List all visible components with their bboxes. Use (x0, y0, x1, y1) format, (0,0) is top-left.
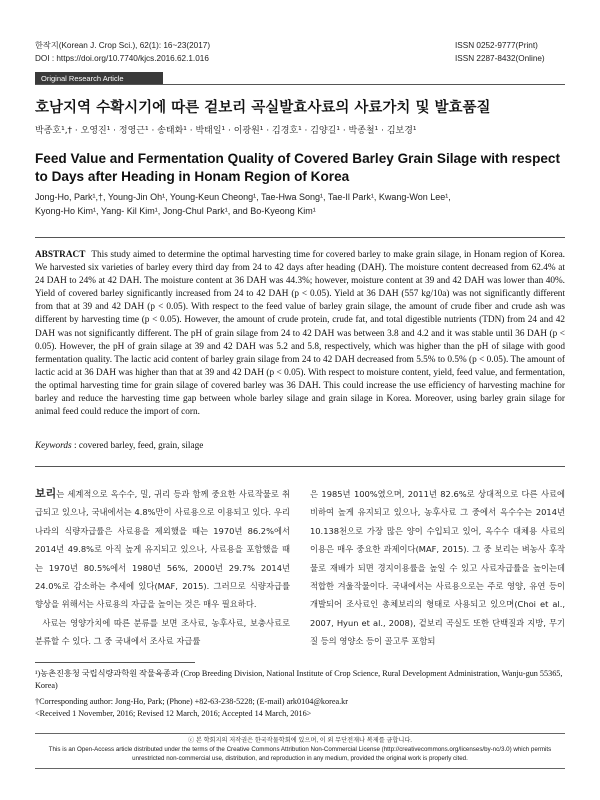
body-left-paragraph-2: 사료는 영양가치에 따른 분류를 보면 조사료, 농후사료, 보충사료로 분류할 수 있다. 그 중 국내에서 조사료 자급률 (35, 617, 290, 647)
doi-link[interactable]: DOI : https://doi.org/10.7740/kjcs.2016.62.1.016 (35, 54, 209, 63)
body-column-right (310, 485, 565, 651)
abstract-bottom-rule (35, 466, 565, 467)
keywords-text: : covered barley, feed, grain, silage (73, 441, 204, 451)
copyright-korean: ⓒ 본 학회지의 저작권은 한국작물학회에 있으며, 이 외 무단전재나 복제를 금합니다. (187, 737, 413, 744)
footnote-rule (35, 662, 195, 663)
body-left-paragraph-1: 는 세계적으로 옥수수, 밀, 귀리 등과 함께 중요한 사료작물로 취급되고 있으나, 국내에서는 4.8%만이 사료용으로 이용되고 있다. 우리나라의 식량자급률은 사료용을 제외했을 때는 1970년 86.2%에서 2014년 49.8%로 아직 높게 유지되고 있으나, 사료용을 포함했을 때는 1970년 80.5%에서 1980년 56%, 2000년 29.7% 2014년 24.0%로 감소하는 추세에 있다(MAF, 2015). 그러므로 식량자급률 향상을 위해서는 사료용의 자급을 높이는 것은 매우 필요하다. (35, 489, 290, 610)
journal-citation: 한작지(Korean J. Crop Sci.), 62(1): 16~23(2017) (35, 41, 211, 50)
article-type-badge: Original Research Article (35, 72, 163, 85)
copyright-english: This is an Open-Access article distributed under the terms of the Creative Commons Attribution Non-Commercial License (http://creativecommons.org/licenses/by-nc/3.0) which permits unrestricted non-commercial use, distribution, and reproduction in any medium, provided the original work is properly cited. (48, 746, 552, 762)
abstract-top-rule (35, 237, 565, 238)
korean-title: 호남지역 수확시기에 따른 겉보리 곡실발효사료의 사료가치 및 발효품질 (35, 100, 491, 116)
lead-word: 보리 (35, 487, 57, 500)
footnotes (35, 668, 565, 719)
korean-authors: 박종호¹,† · 오영진¹ · 정영근¹ · 송태화¹ · 박태일¹ · 이광원¹ · 김경호¹ · 김양길¹ · 박종철¹ · 김보경¹ (35, 126, 417, 136)
keywords-label: Keywords (35, 441, 72, 451)
english-authors-line-1: Jong-Ho, Park¹,†, Young-Jin Oh¹, Young-Keun Cheong¹, Tae-Hwa Song¹, Tae-Il Park¹, Kwang-Won Lee¹, (35, 192, 451, 202)
abstract (35, 249, 565, 419)
english-authors-line-2: Kyong-Ho Kim¹, Yang- Kil Kim¹, Jong-Chul Park¹, and Bo-Kyeong Kim¹ (35, 206, 316, 216)
issn-online: ISSN 2287-8432(Online) (455, 54, 545, 63)
corresponding-author: †Corresponding author: Jong-Ho, Park; (Phone) +82-63-238-5228; (E-mail) ark0104@korea.kr (35, 697, 348, 706)
header-divider (35, 84, 565, 85)
issn-print: ISSN 0252-9777(Print) (455, 41, 538, 50)
english-title: Feed Value and Fermentation Quality of Covered Barley Grain Silage with respect to Days after Heading in Honam Region of Korea (35, 151, 561, 184)
english-authors (35, 190, 575, 218)
body-column-left (35, 485, 290, 651)
affiliation-footnote: ¹)농촌진흥청 국립식량과학원 작물육종과 (Crop Breeding Division, National Institute of Crop Science, Rural Development Administration, Wanju-gun 55365, Korea) (35, 669, 563, 690)
abstract-text: This study aimed to determine the optimal harvesting time for covered barley to make grain silage, in Honam region of Korea. We harvested six varieties of barley every third day from 24 to 42 days after heading (DAH). The moisture content decreased from 62.4% at 24 DAH to 24% at 42 DAH. The moisture content at 36 DAH was 44.3%; however, moisture content at 39 and 42 DAH was lower than 40%. Yield of covered barley significantly increased from 24 to 42 DAH (p < 0.05). Yield at 36 DAH (557 kg/10a) was not significantly different from that at 39 and 42 DAH (p < 0.05). With respect to the feed value of barley grain silage, the amount of crude fiber and crude ash was different by harvesting time (p < 0.05). However, the amount of crude protein, crude fat, and total digestible nutrients (TDN) from 24 and 42 DAH was not significantly different. The pH of grain silage from 24 to 42 DAH was between 3.8 and 4.2 and it was stable until 36 DAH (p < 0.05). However, the pH of grain silage at 39 and 42 DAH was 5.2 and 5.8, respectively, which was higher than the pH of silage with good fermentation quality. The lactic acid content of barley grain silage from 24 to 42 DAH decreased from 5.5% to 0.5% (p < 0.05). The amount of lactic acid at 36 DAH was higher than that at 39 and 42 DAH (p < 0.05). With respect to moisture content, yield, feed value, and fermentation, the optimal harvesting time for grain silage of covered barley was 36 DAH. This could increase the use efficiency of harvesting machine for barley and reduce the harvesting time gap between whole barley silage and grain silage in Korea. Moreover, using barley grain silage for animal feed could reduce the import of corn. (35, 250, 565, 418)
body-right-paragraph: 은 1985년 100%였으며, 2011년 82.6%로 상대적으로 다른 사료에 비하여 높게 유지되고 있으나, 농후사료 그 중에서 옥수수는 2014년 10.138천으로 가장 많은 양이 수입되고 있어, 옥수수 대체용 사료의 이용은 매우 중요한 과제이다(MAF, 2015). 그 중 보리는 벼농사 후작물로 재배가 되면 경지이용률을 높일 수 있고 사료자급률을 높이는데 적합한 겨울작물이다. 국내에서는 사료용으로는 주로 영양, 유연 등이 개발되어 조사료인 총체보리의 형태로 사용되고 있으며(Choi et al., 2007, Hyun et al., 2008), 겉보리 곡실도 또한 단백질과 지방, 무기질 등의 영양소 등이 골고루 포함되 (310, 489, 565, 647)
copyright-box (35, 733, 565, 769)
abstract-label: ABSTRACT (35, 250, 86, 260)
received-dates: <Received 1 November, 2016; Revised 12 March, 2016; Accepted 14 March, 2016> (35, 708, 312, 718)
keywords (35, 441, 565, 451)
